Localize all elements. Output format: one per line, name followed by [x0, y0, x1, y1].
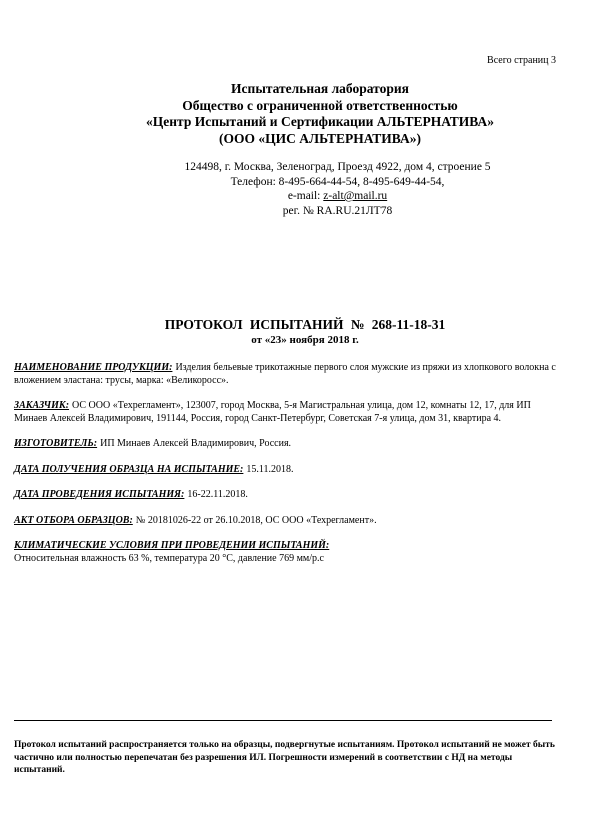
section-received: [14, 464, 560, 477]
section-label: ЗАКАЗЧИК:: [14, 400, 70, 411]
section-label: ДАТА ПОЛУЧЕНИЯ ОБРАЗЦА НА ИСПЫТАНИЕ:: [14, 463, 244, 475]
section-value: № 20181026-22 от 26.10.2018, ОС ООО «Техрегламент».: [135, 514, 377, 526]
lab-header: [0, 81, 600, 147]
address: 124498, г. Москва, Зеленоград, Проезд 4922, дом 4, строение 5: [184, 161, 491, 173]
section-value: 15.11.2018.: [246, 463, 294, 475]
section-customer: [14, 400, 560, 425]
section-value: ИП Минаев Алексей Владимирович, Россия.: [100, 438, 292, 449]
protocol-date: от «23» ноября 2018 г.: [251, 334, 359, 346]
email-line: [0, 189, 600, 204]
section-sampling: [14, 515, 560, 528]
section-value: Относительная влажность 63 %, температура 20 °С, давление 769 мм/р.с: [14, 552, 324, 564]
phone: Телефон: 8-495-664-44-54, 8-495-649-44-54,: [230, 175, 445, 188]
section-value: Изделия бельевые трикотажные первого слоя мужские из пряжи из хлопкового волокна с вложением эластана: трусы, марка: «Великоросс».: [14, 362, 556, 386]
org-short-name: (ООО «ЦИС АЛЬТЕРНАТИВА»): [219, 130, 421, 146]
footer-divider: [14, 720, 552, 721]
section-label: ДАТА ПРОВЕДЕНИЯ ИСПЫТАНИЯ:: [14, 489, 185, 500]
section-label: НАИМЕНОВАНИЕ ПРОДУКЦИИ:: [14, 362, 173, 373]
lab-contacts: [0, 160, 600, 218]
section-label: ИЗГОТОВИТЕЛЬ:: [14, 438, 98, 449]
org-full-name: «Центр Испытаний и Сертификации АЛЬТЕРНАТИВА»: [146, 114, 494, 129]
section-value: 16-22.11.2018.: [187, 489, 248, 500]
protocol-sections: [14, 362, 560, 578]
footer-disclaimer: Протокол испытаний распространяется только на образцы, подвергнутые испытаниям. Протокол испытаний не может быть частично или полностью перепечатан без разрешения ИЛ. Погрешности измерений в соответствии с НД на методы испытаний.: [14, 740, 555, 775]
section-tested: [14, 489, 560, 502]
section-label: КЛИМАТИЧЕСКИЕ УСЛОВИЯ ПРИ ПРОВЕДЕНИИ ИСПЫТАНИЙ:: [14, 540, 330, 551]
section-value: ОС ООО «Техрегламент», 123007, город Москва, 5-я Магистральная улица, дом 12, комнаты 12, 17, для ИП Минаев Алексей Владимирович, 191144, Россия, город Санкт-Петербург, Советская 7-я улица, дом 31, квартира 4.: [14, 400, 531, 424]
protocol-number: ПРОТОКОЛ ИСПЫТАНИЙ № 268-11-18-31: [164, 317, 446, 332]
email-link[interactable]: z-alt@mail.ru: [323, 190, 388, 202]
protocol-title: [0, 317, 600, 347]
section-product: [14, 362, 560, 387]
email-prefix: e-mail:: [287, 190, 324, 202]
pages-total: Всего страниц 3: [487, 55, 556, 66]
lab-name: Испытательная лаборатория: [231, 81, 409, 96]
org-type: Общество с ограниченной ответственностью: [182, 97, 458, 113]
registration-number: рег. № RA.RU.21ЛТ78: [282, 204, 393, 217]
section-label: АКТ ОТБОРА ОБРАЗЦОВ:: [14, 514, 133, 526]
section-climate: [14, 540, 560, 565]
section-manufacturer: [14, 438, 560, 451]
